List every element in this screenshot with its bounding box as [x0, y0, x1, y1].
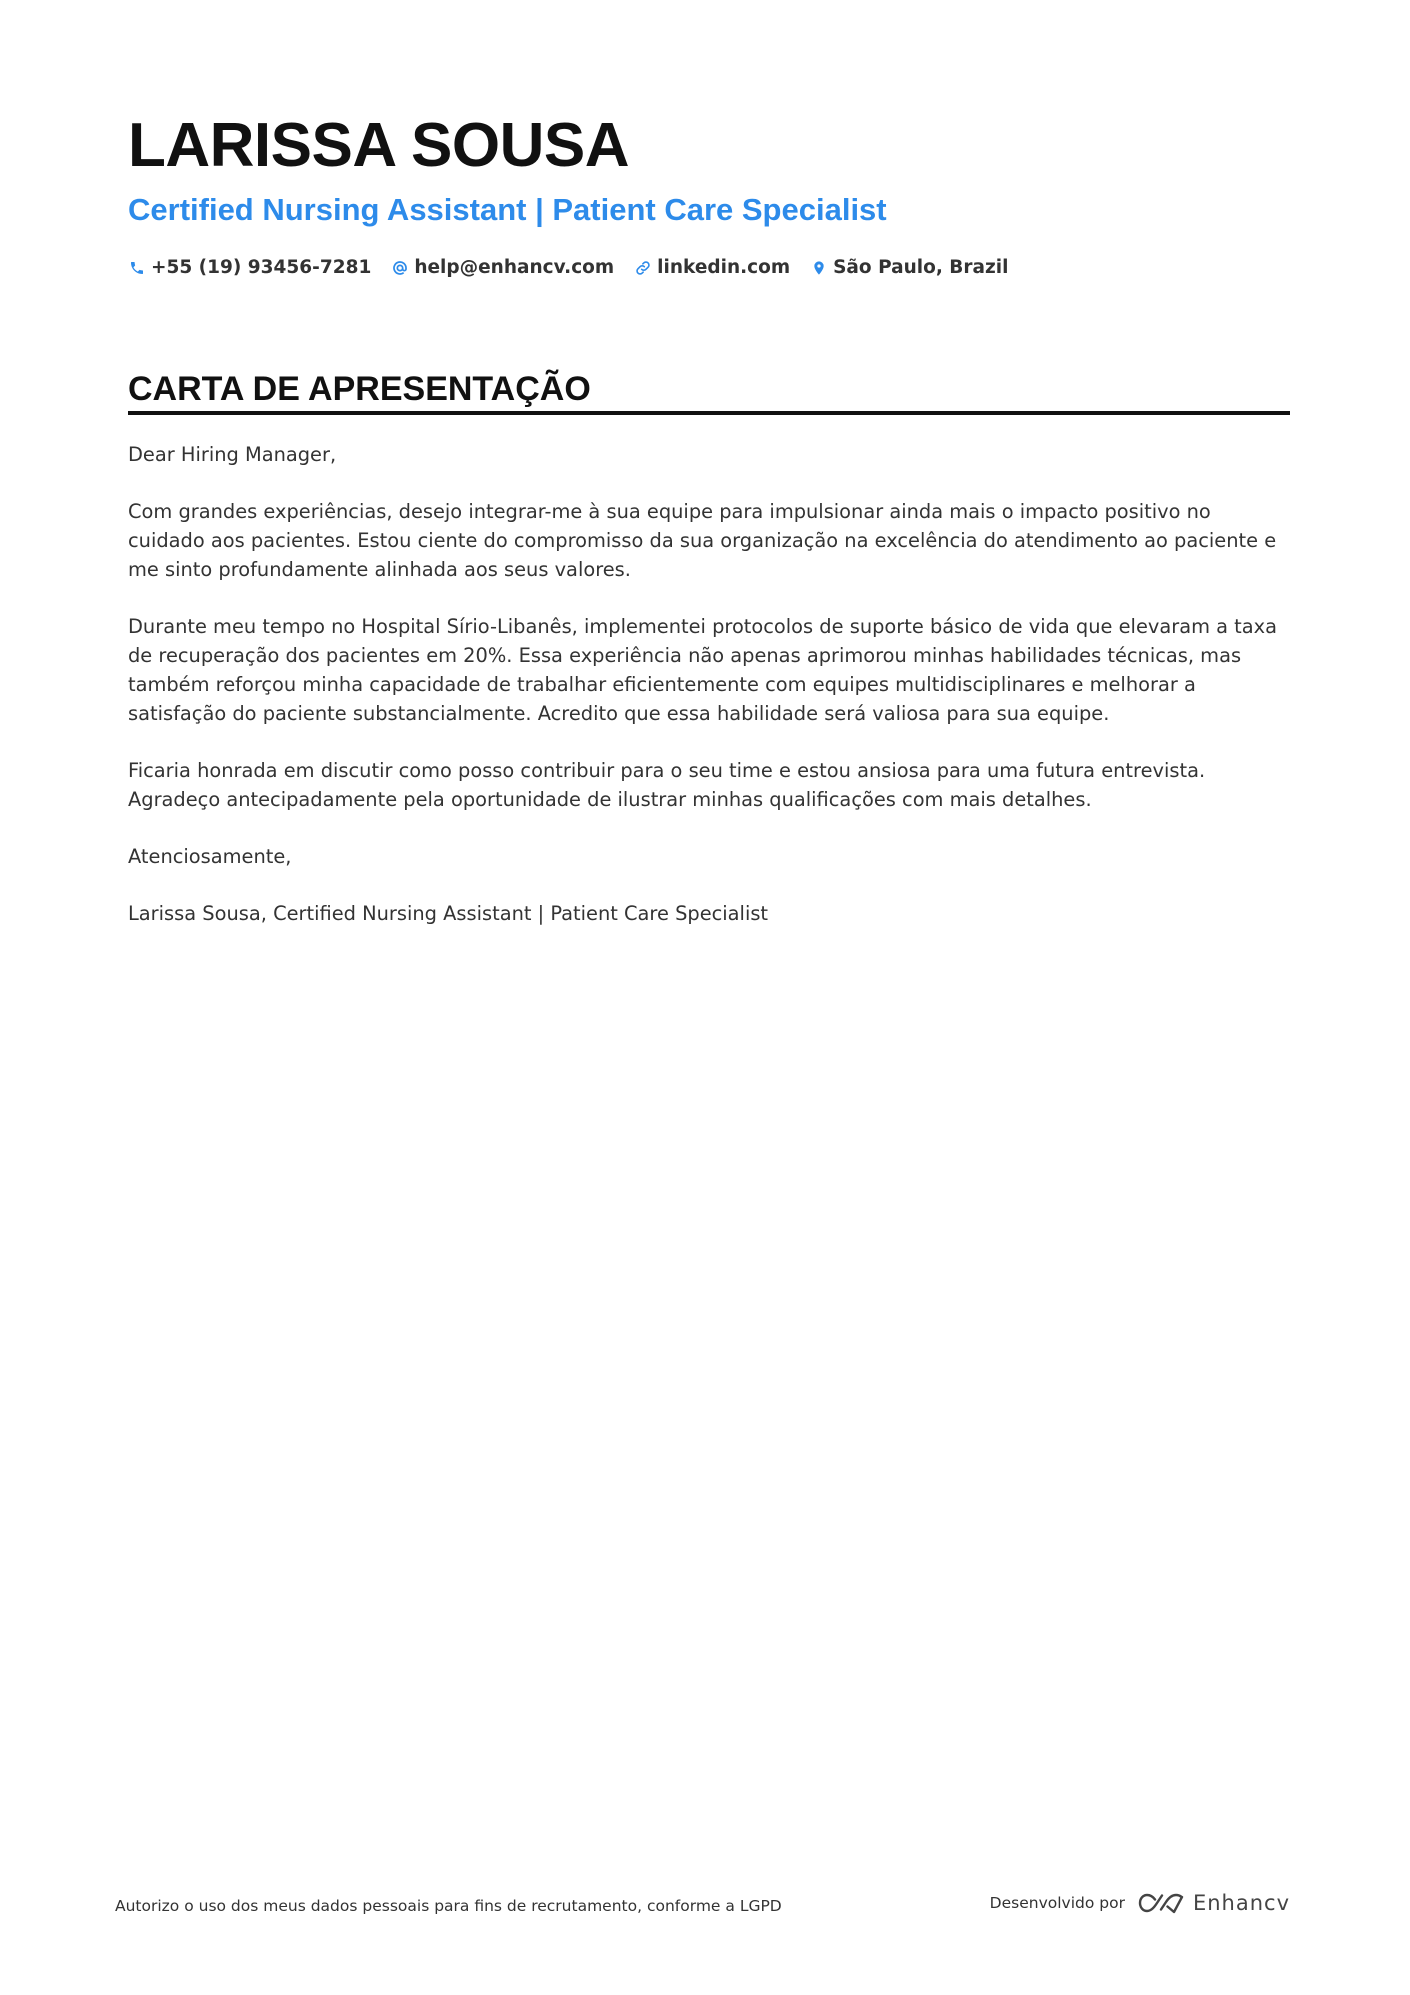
powered-by-label: Desenvolvido por [989, 1894, 1125, 1912]
link-icon [634, 260, 651, 277]
at-sign-icon [391, 260, 408, 277]
powered-by[interactable] [990, 1890, 1290, 1916]
letter-closing: Atenciosamente, [128, 845, 292, 868]
letter-paragraph: Durante meu tempo no Hospital Sírio-Libanês, implementei protocolos de suporte básico de vida que elevaram a taxa de recuperação dos pacientes em 20%. Essa experiência não apenas aprimorou minhas habilidades técnicas, mas também reforçou minha capacidade de trabalhar eficientemente com equipes multidisciplinares e melhorar a satisfação do paciente substancialmente. Acredito que essa habilidade será valiosa para sua equipe. [128, 615, 1278, 725]
contact-phone-text: +55 (19) 93456-7281 [151, 257, 372, 278]
candidate-name: LARISSA SOUSA [128, 111, 630, 180]
contact-linkedin[interactable] [634, 255, 790, 281]
contact-location [810, 255, 1008, 281]
contact-bar [128, 255, 1028, 281]
letter-body [128, 440, 1290, 956]
contact-phone [128, 255, 371, 281]
contact-email[interactable] [391, 255, 614, 281]
candidate-headline: Certified Nursing Assistant | Patient Care Specialist [128, 192, 887, 227]
consent-note: Autorizo o uso dos meus dados pessoais para fins de recrutamento, conforme a LGPD [115, 1897, 782, 1915]
brand-name: Enhancv [1192, 1891, 1290, 1915]
contact-email-text[interactable]: help@enhancv.com [414, 257, 615, 278]
enhancv-logo-icon [1137, 1890, 1185, 1916]
location-pin-icon [810, 260, 827, 277]
section-title: CARTA DE APRESENTAÇÃO [128, 370, 591, 408]
letter-greeting: Dear Hiring Manager, [128, 443, 337, 466]
letter-signature: Larissa Sousa, Certified Nursing Assistant | Patient Care Specialist [128, 902, 769, 925]
section-divider [128, 411, 1290, 415]
letter-paragraph: Com grandes experiências, desejo integrar-me à sua equipe para impulsionar ainda mais o impacto positivo no cuidado aos pacientes. Estou ciente do compromisso da sua organização na excelência do atendimento ao paciente e me sinto profundamente alinhada aos seus valores. [128, 500, 1277, 581]
letter-paragraph: Ficaria honrada em discutir como posso contribuir para o seu time e estou ansiosa para uma futura entrevista. Agradeço antecipadamente pela oportunidade de ilustrar minhas qualificações com mais detalhes. [128, 759, 1206, 811]
phone-icon [128, 260, 145, 277]
contact-linkedin-text[interactable]: linkedin.com [657, 257, 791, 278]
contact-location-text: São Paulo, Brazil [833, 257, 1009, 278]
